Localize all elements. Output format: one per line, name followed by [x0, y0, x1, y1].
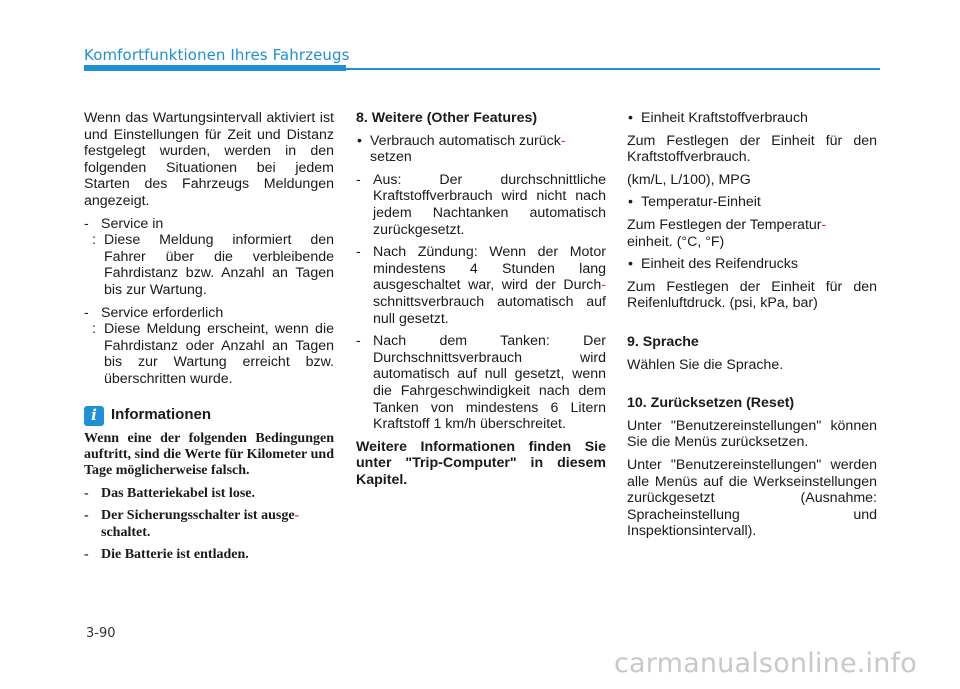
info-list-item [84, 547, 334, 563]
column-1 [84, 110, 334, 563]
item-title: Service erforderlich [101, 304, 224, 321]
bullet-item [627, 194, 877, 211]
page-number: 3-90 [86, 626, 116, 641]
option-text: Nach dem Tanken: Der Durchschnittsverbrauch wird automatisch auf null gesetzt, wenn die Fahrgeschwindigkeit nach dem Tanken von mindestens 6 Litern Kraftstoff 1 km/h überschreitet. [373, 333, 606, 433]
setting-description: Zum Festlegen der Temperatur- einheit. (°C, °F) [627, 216, 827, 250]
dash-mark: - [84, 485, 89, 501]
option-text: Nach Zündung: Wenn der Motor mindestens 4 Stunden lang ausgeschaltet war, wird der Durch- schnittsverbrauch automatisch auf null gesetzt. [373, 244, 606, 327]
dash-mark: - [84, 508, 89, 524]
item-description: Diese Meldung informiert den Fahrer über die verbleibende Fahrdistanz bzw. Anzahl an Tagen bis zur Wartung. [104, 232, 334, 298]
intro-paragraph: Wenn das Wartungsintervall aktiviert ist und Einstellungen für Zeit und Distanz festgelegt wurden, werden in den folgenden Situationen bei jedem Starten des Fahrzeugs Meldungen angezeigt. [84, 110, 334, 209]
section-heading: 9. Sprache [627, 333, 699, 350]
info-item-text: Die Batterie ist entladen. [101, 546, 249, 562]
bullet-mark: • [628, 194, 633, 211]
column-2 [356, 110, 606, 488]
bullet-item [627, 256, 877, 273]
bullet-text: Einheit des Reifendrucks [641, 256, 798, 273]
dash-mark: - [356, 333, 361, 350]
info-item-text: Der Sicherungsschalter ist ausge- schaltet. [101, 508, 300, 540]
option-item [356, 333, 606, 433]
dash-mark: - [84, 546, 89, 562]
info-item-text: Das Batteriekabel ist lose. [101, 485, 255, 501]
setting-description: Zum Festlegen der Einheit für den Kraftstoffverbrauch. [627, 132, 877, 166]
info-heading [84, 406, 334, 426]
info-list-item [84, 508, 334, 541]
bullet-text: Verbrauch automatisch zurück- setzen [370, 132, 566, 166]
bullet-item [627, 110, 877, 127]
info-list-item [84, 486, 334, 502]
info-title: Informationen [111, 406, 211, 424]
list-item [84, 305, 334, 322]
watermark: carmanualsonline.info [614, 648, 917, 679]
header-rule [346, 68, 880, 70]
dash-mark: - [84, 215, 89, 232]
reference-note: Weitere Informationen finden Sie unter "Trip-Computer" in diesem Kapitel. [356, 438, 606, 488]
section-text: Unter "Benutzereinstellungen" können Sie die Menüs zurücksetzen. [627, 417, 877, 451]
list-item-desc [92, 321, 334, 387]
bullet-item [356, 133, 606, 166]
header-rule-accent [84, 65, 346, 71]
item-description: Diese Meldung erscheint, wenn die Fahrdistanz oder Anzahl an Tagen bis zur Wartung erreicht bzw. überschritten wurde. [104, 321, 334, 387]
section-heading: 10. Zurücksetzen (Reset) [627, 395, 795, 412]
dash-mark: - [84, 304, 89, 321]
bullet-mark: • [357, 132, 362, 149]
list-item-desc [92, 232, 334, 298]
info-text: Wenn eine der folgenden Bedingungen auftritt, sind die Werte für Kilometer und Tage möglicherweise falsch. [84, 430, 334, 479]
section-heading: 8. Weitere (Other Features) [356, 110, 538, 126]
setting-description: Zum Festlegen der Einheit für den Reifenluftdruck. (psi, kPa, bar) [627, 278, 877, 312]
dash-mark: - [356, 171, 361, 188]
section-text: Wählen Sie die Sprache. [627, 356, 784, 373]
colon-mark: : [92, 232, 96, 249]
list-item [84, 216, 334, 233]
section-text: Unter "Benutzereinstellungen" werden alle Menüs auf die Werkseinstellungen zurückgesetzt (Ausnahme: Spracheinstellung und Inspektionsintervall). [627, 456, 877, 540]
setting-units: (km/L, L/100), MPG [627, 171, 751, 188]
bullet-text: Einheit Kraftstoffverbrauch [641, 110, 808, 126]
option-item [356, 172, 606, 238]
bullet-mark: • [628, 110, 633, 126]
option-text: Aus: Der durchschnittliche Kraftstoffverbrauch wird nicht nach jedem Nachtanken automatisch zurückgesetzt. [373, 171, 606, 238]
option-item [356, 244, 606, 327]
item-title: Service in [101, 215, 164, 232]
info-icon: i [84, 406, 104, 426]
section-title: Komfortfunktionen Ihres Fahrzeugs [84, 46, 350, 64]
colon-mark: : [92, 321, 96, 338]
bullet-mark: • [628, 256, 633, 273]
column-3 [627, 110, 877, 540]
bullet-text: Temperatur-Einheit [641, 194, 761, 211]
dash-mark: - [356, 244, 361, 261]
